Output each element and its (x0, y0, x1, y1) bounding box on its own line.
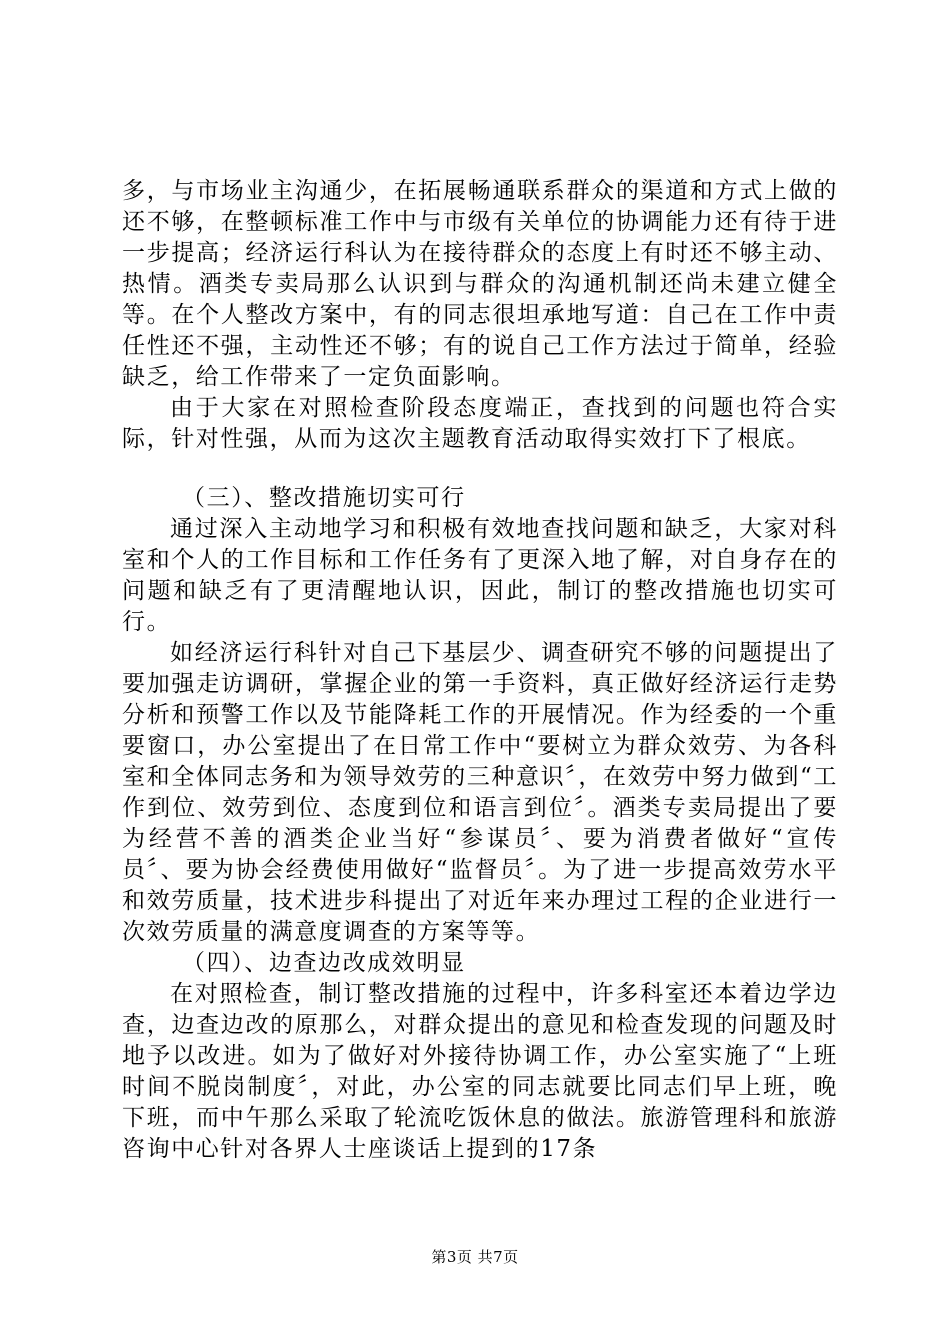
paragraph-gap (122, 455, 838, 483)
page-footer: 第3页 共7页 (431, 1248, 519, 1266)
document-body (122, 176, 838, 1165)
body-paragraph: 如经济运行科针对自己下基层少、调查研究不够的问题提出了要加强走访调研，掌握企业的第一手资料，真正做好经济运行走势分析和预警工作以及节能降耗工作的开展情况。作为经委的一个重要窗口，办公室提出了在日常工作中“要树立为群众效劳、为各科室和全体同志务和为领导效劳的三种意识〞，在效劳中努力做到“工作到位、效劳到位、态度到位和语言到位〞。酒类专卖局提出了要为经营不善的酒类企业当好“参谋员〞、要为消费者做好“宣传员〞、要为协会经费使用做好“监督员〞。为了进一步提高效劳水平和效劳质量，技术进步科提出了对近年来办理过工程的企业进行一次效劳质量的满意度调查的方案等等。 (122, 640, 838, 945)
body-paragraph: 由于大家在对照检查阶段态度端正，查找到的问题也符合实际，针对性强，从而为这次主题教育活动取得实效打下了根底。 (122, 395, 838, 452)
section-heading: （三）、整改措施切实可行 (182, 485, 466, 511)
body-paragraph: 在对照检查，制订整改措施的过程中，许多科室还本着边学边查，边查边改的原那么，对群众提出的意见和检查发现的问题及时地予以改进。如为了做好对外接待协调工作，办公室实施了“上班时间不脱岗制度〞，对此，办公室的同志就要比同志们早上班，晚下班，而中午那么采取了轮流吃饭休息的做法。旅游管理科和旅游咨询中心针对各界人士座谈话上提到的17条 (122, 981, 838, 1162)
body-paragraph: 通过深入主动地学习和积极有效地查找问题和缺乏，大家对科室和个人的工作目标和工作任务有了更深入地了解，对自身存在的问题和缺乏有了更清醒地认识，因此，制订的整改措施也切实可行。 (122, 516, 838, 635)
section-heading: （四）、边查边改成效明显 (182, 950, 466, 976)
body-paragraph: 多，与市场业主沟通少，在拓展畅通联系群众的渠道和方式上做的还不够，在整顿标准工作中与市级有关单位的协调能力还有待于进一步提高；经济运行科认为在接待群众的态度上有时还不够主动、热情。酒类专卖局那么认识到与群众的沟通机制还尚未建立健全等。在个人整改方案中，有的同志很坦承地写道：自己在工作中责任性还不强，主动性还不够；有的说自己工作方法过于简单，经验缺乏，给工作带来了一定负面影响。 (122, 178, 838, 390)
